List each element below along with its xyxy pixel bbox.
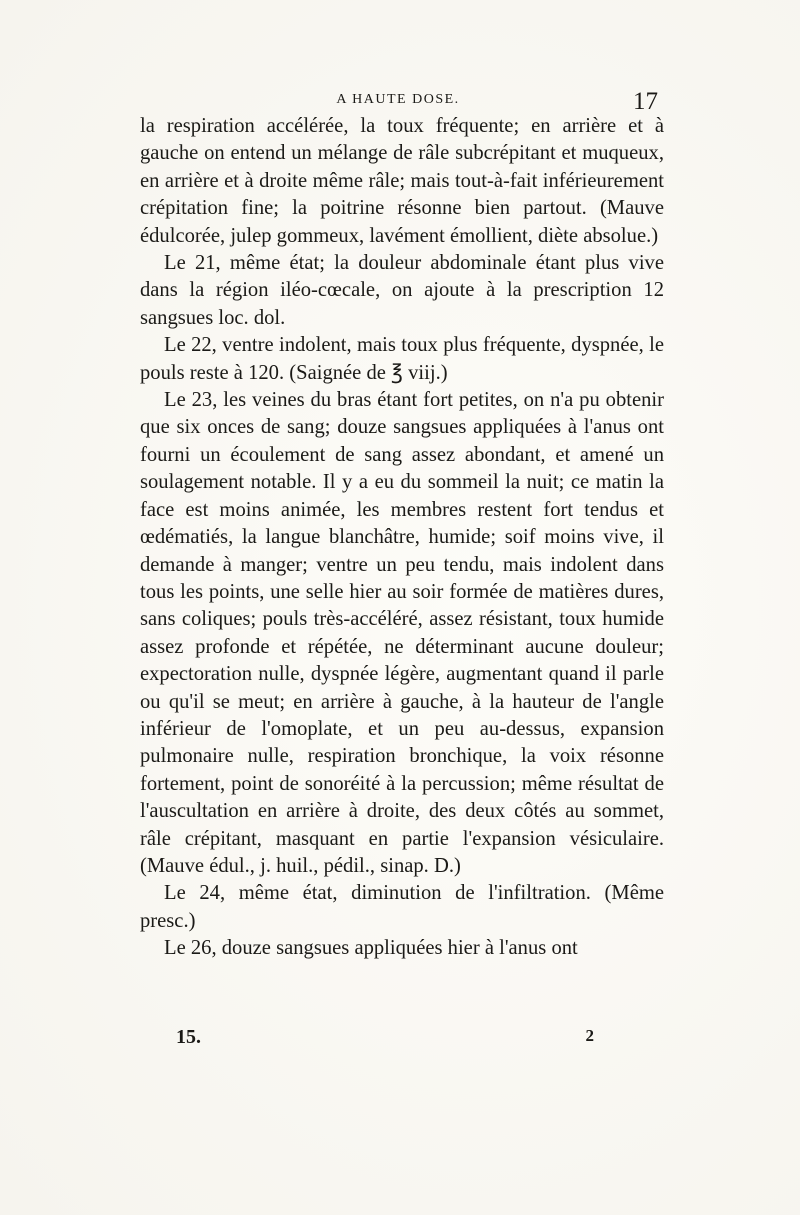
paragraph: Le 21, même état; la douleur abdominale étant plus vive dans la région iléo-cœcale, on ajoute à la prescription 12 sangsues loc. dol. (140, 252, 664, 329)
signature-mark: 15. (176, 1026, 201, 1048)
signature-number: 2 (585, 1026, 594, 1045)
running-title: A HAUTE DOSE. (336, 92, 460, 107)
page-number: 17 (633, 88, 658, 115)
paragraph: Le 26, douze sangsues appliquées hier à l'anus ont (164, 937, 578, 960)
body-text (140, 113, 664, 963)
page-footer (140, 1026, 664, 1054)
paragraph: Le 23, les veines du bras étant fort petites, on n'a pu obtenir que six onces de sang; douze sangsues appliquées à l'anus ont fourni un écoulement de sang assez abondant, et amené un soulagement notable. Il y a eu du sommeil la nuit; ce matin la face est moins animée, les membres restent fort tendus et œdématiés, la langue blanchâtre, humide; soif moins vive, il demande à manger; ventre un peu tendu, mais indolent dans tous les points, une selle hier au soir formée de matières dures, sans coliques; pouls très-accéléré, assez résistant, toux humide assez profonde et répétée, ne déterminant aucune douleur; expectoration nulle, dyspnée légère, augmentant quand il parle ou qu'il se meut; en arrière à gauche, à la hauteur de l'angle inférieur de l'omoplate, et un peu au-dessus, expansion pulmonaire nulle, respiration bronchique, la voix résonne fortement, point de sonoréité à la percussion; même résultat de l'auscultation en arrière à droite, des deux côtés au sommet, râle crépitant, masquant en partie l'expansion vésiculaire. (Mauve édul., j. huil., pédil., sinap. D.) (140, 389, 664, 877)
paragraph: Le 24, même état, diminution de l'infiltration. (Même presc.) (140, 882, 664, 932)
paragraph: Le 22, ventre indolent, mais toux plus fréquente, dyspnée, le pouls reste à 120. (Saignée de ℥ viij.) (140, 334, 664, 384)
paragraph: la respiration accélérée, la toux fréquente; en arrière et à gauche on entend un mélange de râle subcrépitant et muqueux, en arrière et à droite même râle; mais tout-à-fait inférieurement crépitation fine; la poitrine résonne bien partout. (Mauve édulcorée, julep gommeux, lavément émollient, diète absolue.) (140, 115, 664, 247)
running-head (138, 88, 658, 115)
